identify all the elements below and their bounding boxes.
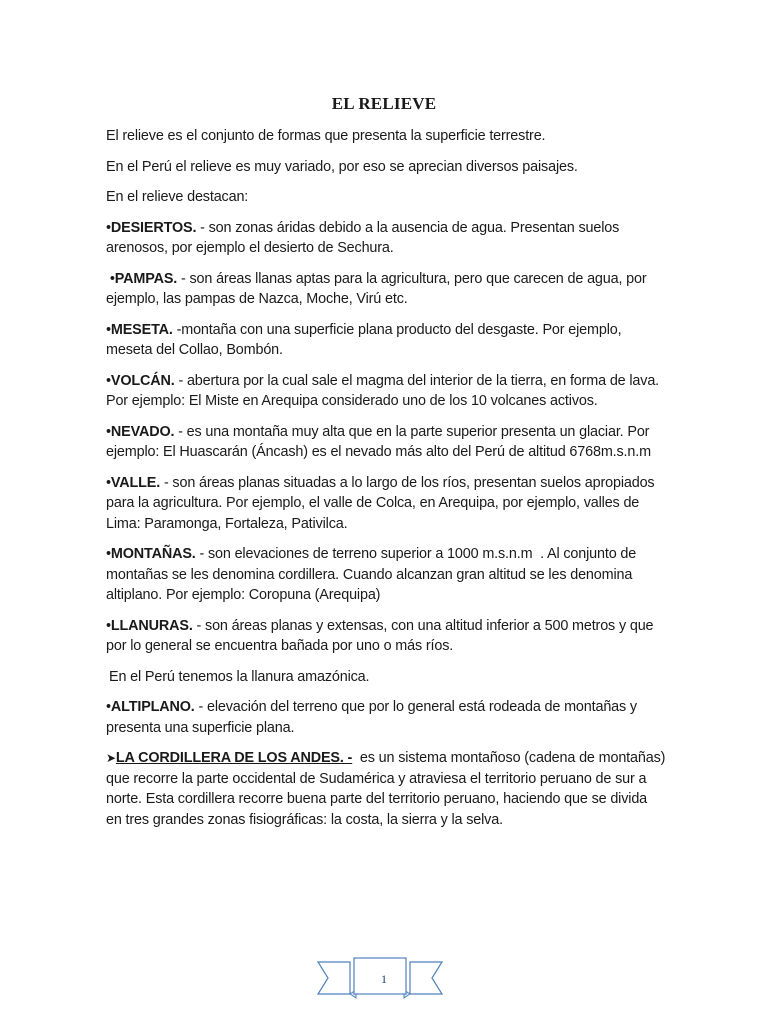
intro-paragraph-3: En el relieve destacan: [106,189,249,205]
item-desiertos [106,218,666,259]
item-term: LA CORDILLERA DE LOS ANDES. - [115,750,353,766]
bullet: • [106,372,111,389]
item-term: DESIERTOS. [110,219,197,236]
item-term: NEVADO. [110,423,175,440]
bullet: • [106,699,111,715]
intro-paragraph-2: En el Perú el relieve es muy variado, por eso se aprecian diversos paisajes. [106,158,578,175]
item-term: LLANURAS. [110,617,193,634]
bullet: • [106,423,111,440]
item-text: - elevación del terreno que por lo general está rodeada de montañas y presenta una superficie plana. [106,699,637,736]
bullet: • [106,270,115,287]
item-text: - son áreas planas situadas a lo largo de los ríos, presentan suelos apropiados para la agricultura. Por ejemplo, el valle de Colca, en Arequipa, por ejemplo, valles de Lima: Paramonga, Fortaleza, Pativilca. [106,474,655,532]
item-text: es un sistema montañoso (cadena de montañas) que recorre la parte occidental de Sudamérica y atraviesa el territorio peruano de sur a norte. Esta cordillera recorre buena parte del territorio peruano, haciendo que se divida en tres grandes zonas fisiográficas: la costa, la sierra y la selva. [106,750,670,828]
item-text: - son elevaciones de terreno superior a 1000 m.s.n.m . Al conjunto de montañas se les denomina cordillera. Cuando alcanzan gran altitud se les denomina altiplano. Por ejemplo: Coropuna (Arequipa) [106,546,640,603]
bullet: • [106,546,111,562]
item-term: MONTAÑAS. [110,546,196,562]
item-pampas [106,269,666,310]
item-meseta [106,320,666,361]
arrow-bullet-icon: ➤ [106,751,116,765]
bullet: • [106,219,111,236]
item-text: -montaña con una superficie plana producto del desgaste. Por ejemplo, meseta del Collao, Bombón. [106,321,622,358]
item-llanuras [106,616,666,657]
bullet: • [106,474,111,491]
bullet: • [106,617,111,634]
item-text: - son zonas áridas debido a la ausencia de agua. Presentan suelos arenosos, por ejemplo el desierto de Sechura. [106,219,620,256]
item-cordillera [106,748,670,830]
item-term: MESETA. [110,321,173,338]
item-term: ALTIPLANO. [110,699,195,715]
page-title: EL RELIEVE [331,94,437,113]
item-text: - son áreas planas y extensas, con una altitud inferior a 500 metros y que por lo general se encuentra bañada por uno o más ríos. [106,617,654,654]
item-text: - son áreas llanas aptas para la agricultura, pero que carecen de agua, por ejemplo, las pampas de Nazca, Moche, Virú etc. [106,270,647,307]
item-text: - abertura por la cual sale el magma del interior de la tierra, en forma de lava. Por ejemplo: El Miste en Arequipa considerado uno de los 10 volcanes activos. [106,372,660,409]
llanura-note: En el Perú tenemos la llanura amazónica. [109,668,370,685]
item-nevado [106,422,666,463]
item-term: VOLCÁN. [110,372,175,389]
item-term: PAMPAS. [114,270,178,287]
document-body [106,126,670,840]
page-number: 1 [381,972,387,986]
item-term: VALLE. [110,474,161,491]
item-volcan [106,371,666,412]
item-montanas [106,544,666,606]
item-text: - es una montaña muy alta que en la parte superior presenta un glaciar. Por ejemplo: El Huascarán (Áncash) es el nevado más alto del Perú de altitud 6768m.s.n.m [106,423,651,460]
bullet: • [106,321,111,338]
item-altiplano [106,697,666,738]
item-valle [106,473,666,535]
intro-paragraph-1: El relieve es el conjunto de formas que presenta la superficie terrestre. [106,128,546,144]
